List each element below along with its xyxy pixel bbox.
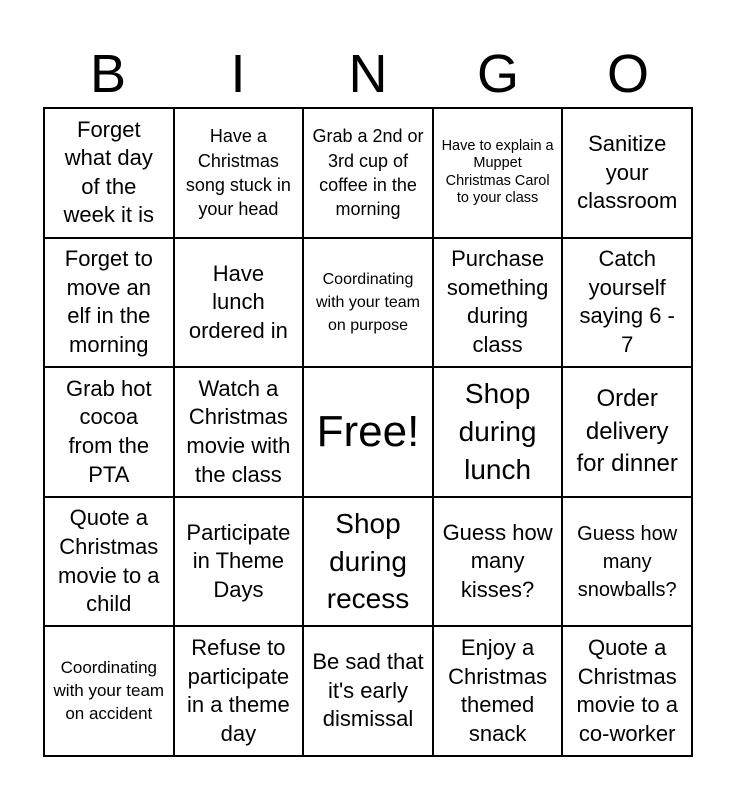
cell-text: Sanitize your classroom — [577, 130, 678, 214]
bingo-cell-r4-c1[interactable] — [44, 497, 174, 627]
cell-text: Watch a Christmas movie with the class — [186, 375, 291, 487]
cell-text: Quote a Christmas movie to a child — [58, 505, 160, 617]
bingo-cell-r1-c5[interactable] — [562, 108, 692, 238]
bingo-cell-r1-c4[interactable] — [433, 108, 563, 238]
cell-text: Grab a 2nd or 3rd cup of coffee in the morning — [312, 126, 424, 220]
cell-text: Forget what day of the week it is — [63, 116, 155, 228]
cell-text: Coordinating with your team on accident — [53, 657, 165, 723]
cell-text: Guess how many kisses? — [442, 519, 553, 602]
cell-text: Grab hot cocoa from the PTA — [65, 375, 152, 487]
header-letter-g: G — [476, 44, 519, 104]
bingo-cell-r1-c3[interactable] — [303, 108, 433, 238]
bingo-cell-r3-c4[interactable] — [433, 367, 563, 497]
free-space[interactable] — [303, 367, 433, 497]
bingo-cell-r5-c3[interactable] — [303, 626, 433, 756]
cell-text: Guess how many snowballs? — [577, 522, 678, 601]
cell-text: Shop during lunch — [458, 378, 537, 485]
cell-text: Order delivery for dinner — [576, 385, 678, 478]
cell-text: Refuse to participate in a theme day — [187, 635, 290, 746]
bingo-cell-r1-c1[interactable] — [44, 108, 174, 238]
cell-text: Have a Christmas song stuck in your head — [185, 126, 291, 220]
header-letter-i: I — [230, 44, 246, 104]
bingo-cell-r5-c5[interactable] — [562, 626, 692, 756]
cell-text: Participate in Theme Days — [186, 519, 291, 602]
bingo-cell-r4-c3[interactable] — [303, 497, 433, 627]
cell-text: Be sad that it's early dismissal — [312, 649, 424, 732]
cell-text: Catch yourself saying 6 - 7 — [579, 246, 675, 357]
bingo-header — [43, 40, 693, 108]
header-letter-b: B — [89, 44, 127, 104]
cell-text: Have lunch ordered in — [188, 260, 288, 343]
bingo-cell-r4-c4[interactable] — [433, 497, 563, 627]
cell-text: Coordinating with your team on purpose — [315, 270, 421, 334]
cell-text: Free! — [316, 406, 420, 456]
bingo-cell-r2-c5[interactable] — [562, 238, 692, 368]
cell-text: Forget to move an elf in the morning — [64, 246, 153, 357]
bingo-cell-r1-c2[interactable] — [174, 108, 304, 238]
bingo-cell-r3-c1[interactable] — [44, 367, 174, 497]
bingo-cell-r4-c2[interactable] — [174, 497, 304, 627]
cell-text: Enjoy a Christmas themed snack — [448, 635, 548, 746]
cell-text: Have to explain a Muppet Christmas Carol to your class — [441, 138, 554, 207]
bingo-cell-r2-c4[interactable] — [433, 238, 563, 368]
bingo-cell-r2-c2[interactable] — [174, 238, 304, 368]
bingo-cell-r4-c5[interactable] — [562, 497, 692, 627]
bingo-cell-r2-c3[interactable] — [303, 238, 433, 368]
cell-text: Quote a Christmas movie to a co-worker — [576, 635, 678, 746]
bingo-cell-r3-c5[interactable] — [562, 367, 692, 497]
bingo-cell-r5-c4[interactable] — [433, 626, 563, 756]
cell-text: Shop during recess — [326, 507, 410, 615]
bingo-cell-r3-c2[interactable] — [174, 367, 304, 497]
bingo-cell-r2-c1[interactable] — [44, 238, 174, 368]
header-letter-o: O — [606, 44, 649, 104]
bingo-board — [43, 107, 693, 757]
header-letter-n: N — [348, 44, 388, 104]
bingo-cell-r5-c1[interactable] — [44, 626, 174, 756]
bingo-cell-r5-c2[interactable] — [174, 626, 304, 756]
cell-text: Purchase something during class — [446, 246, 549, 357]
